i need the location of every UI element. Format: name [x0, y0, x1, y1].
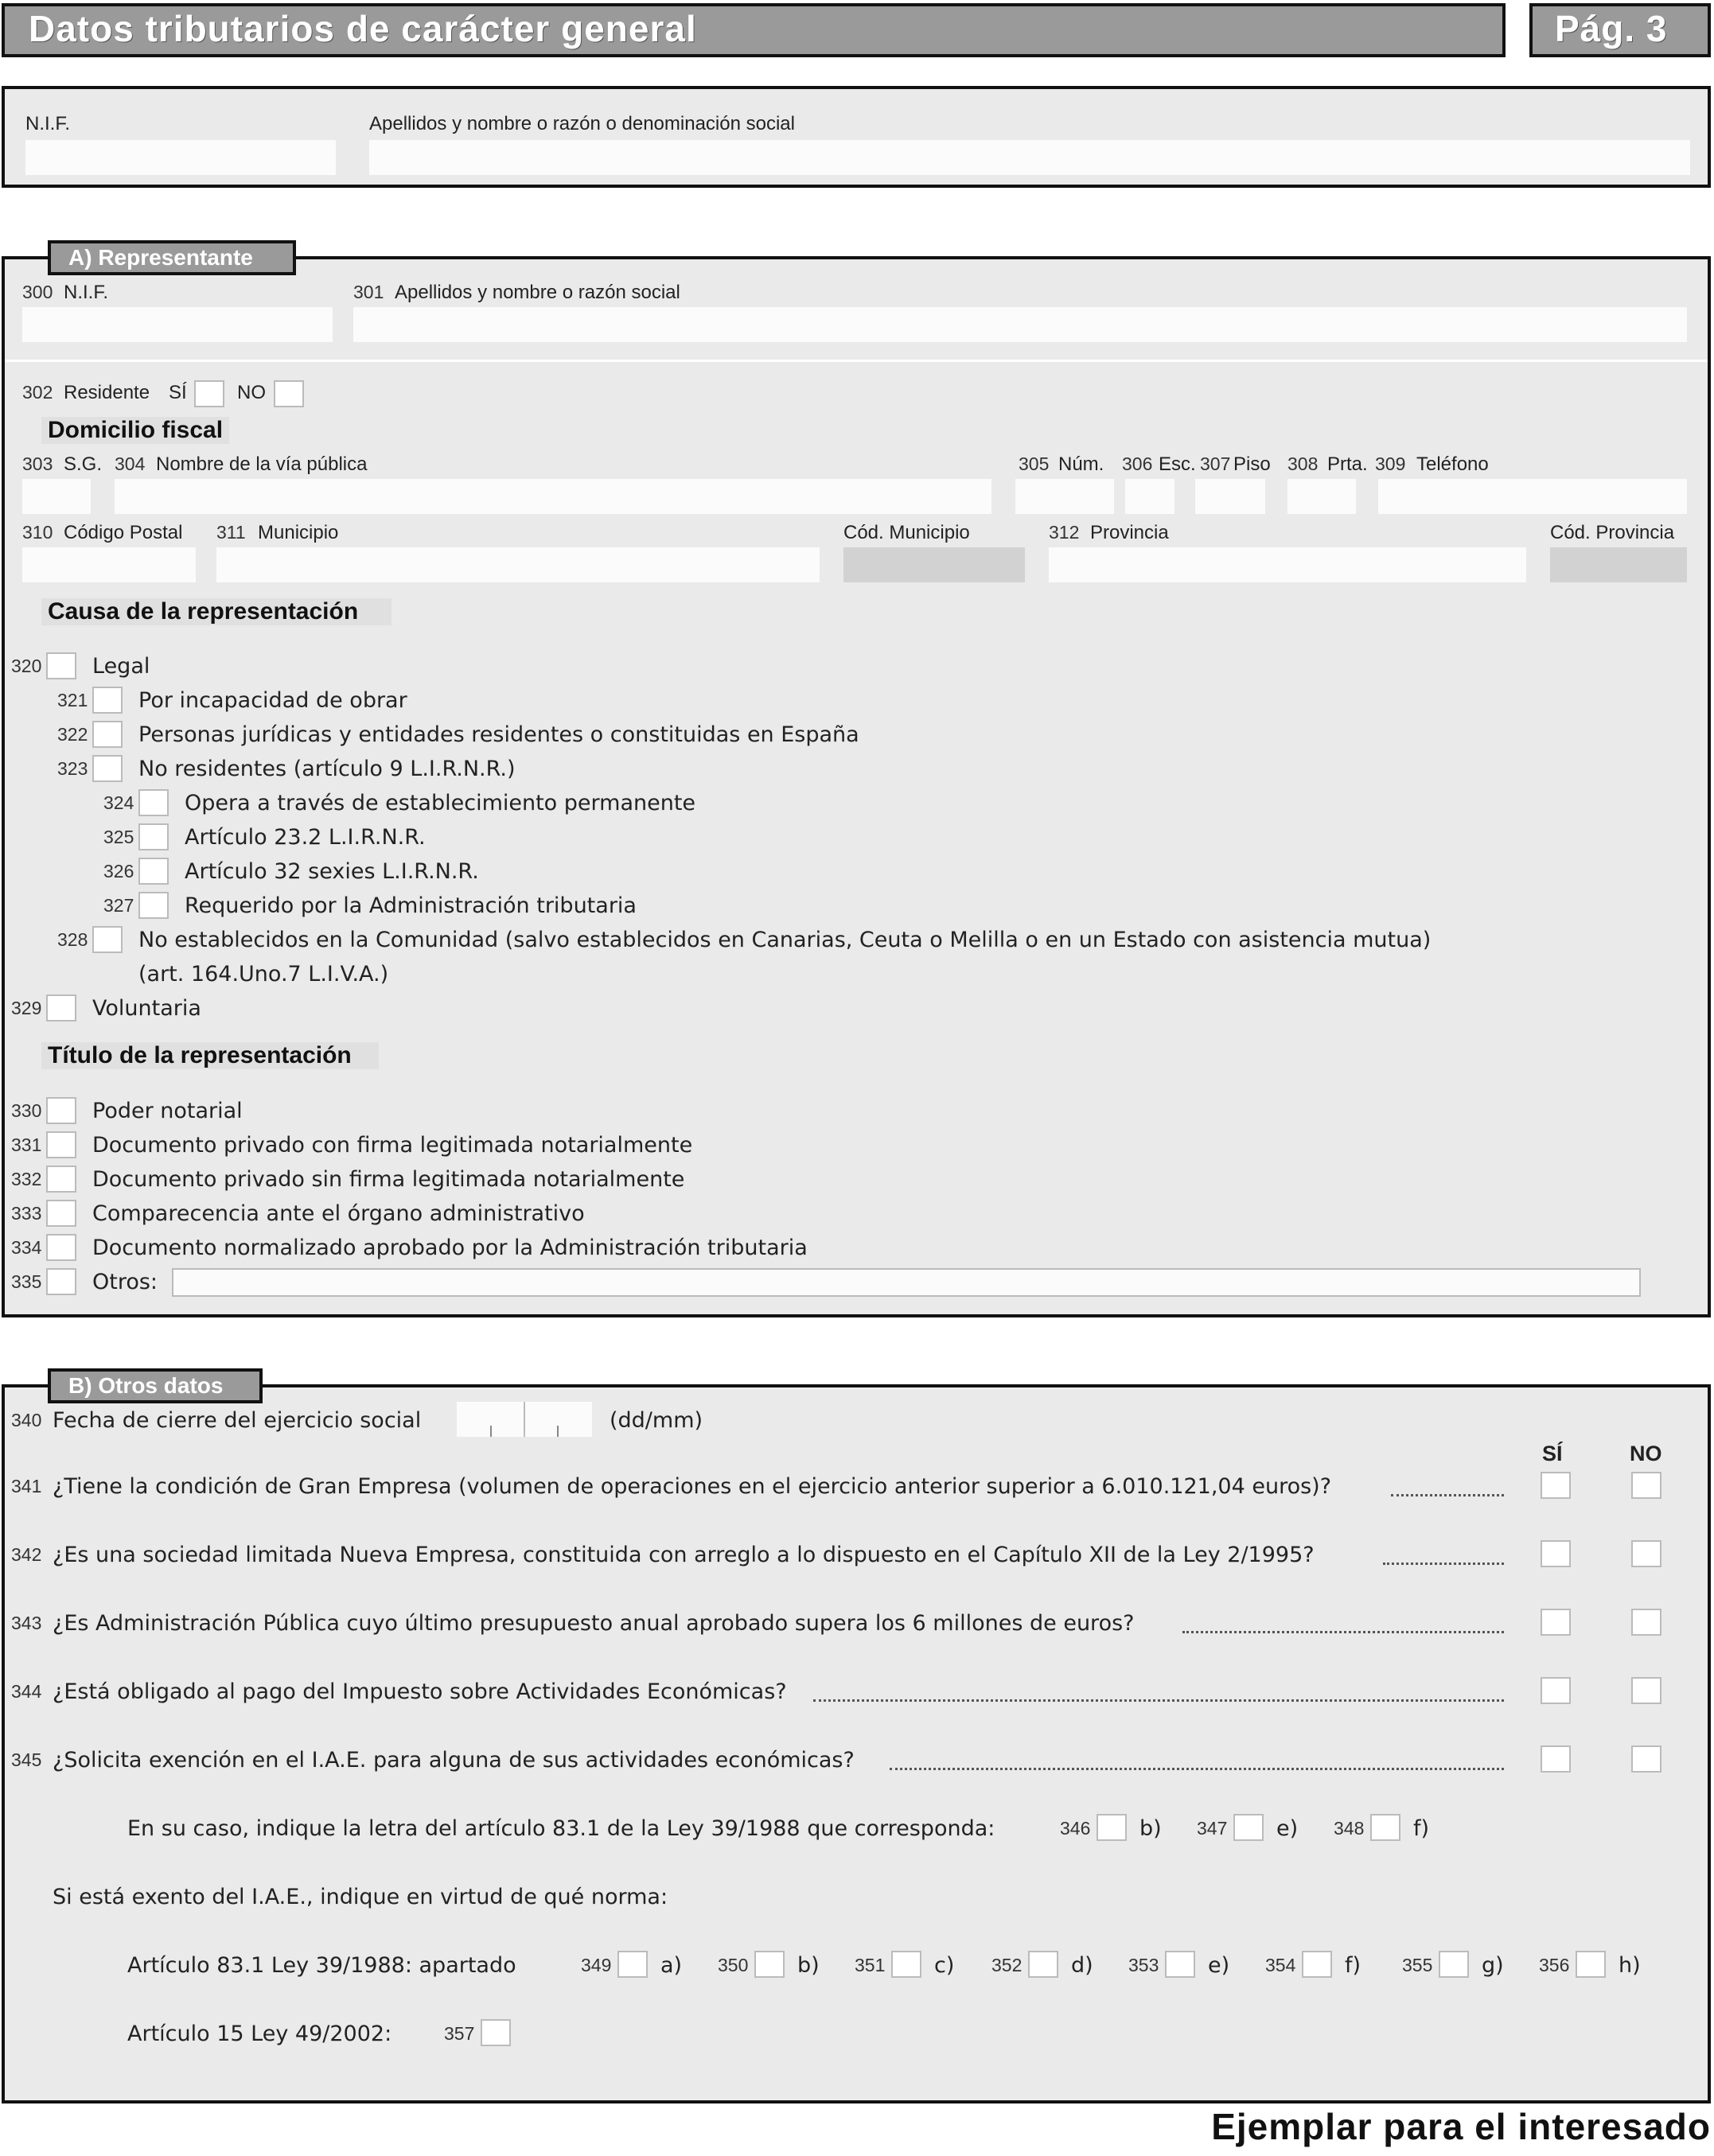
question-label: ¿Es Administración Pública cuyo último presupuesto anual aprobado supera los 6 millones de euros? [53, 1611, 1135, 1636]
letra-instruction: En su caso, indique la letra del artículo 83.1 de la Ley 39/1988 que corresponda: [127, 1816, 995, 1841]
footer [1194, 2105, 1711, 2154]
question-number: 344 [11, 1681, 42, 1702]
apartado-a-checkbox[interactable] [617, 1951, 648, 1978]
date-format-hint: (dd/mm) [610, 1408, 703, 1433]
apartado-number: 356 [1539, 1955, 1570, 1975]
apartado-f-checkbox[interactable] [1302, 1951, 1332, 1978]
titulo-number: 330 [11, 1100, 42, 1121]
province-code-label: Cód. Provincia [1550, 522, 1675, 543]
letra-label: f) [1413, 1816, 1430, 1841]
f309-label: Teléfono [1416, 453, 1489, 475]
titulo-number: 332 [11, 1169, 42, 1189]
page-number-box [1529, 3, 1711, 57]
date-tick [557, 1426, 559, 1437]
causa-checkbox-art-32-sexies[interactable] [138, 858, 169, 885]
causa-number: 324 [103, 792, 134, 813]
letra-number: 347 [1197, 1818, 1228, 1839]
question-343-yes-checkbox[interactable] [1541, 1609, 1571, 1636]
question-344-no-checkbox[interactable] [1631, 1677, 1661, 1704]
page-number: Pág. 3 [1555, 8, 1668, 49]
titulo-heading: Título de la representación [41, 1042, 379, 1069]
apartado-number: 355 [1402, 1955, 1433, 1975]
leader-dots [813, 1699, 1504, 1702]
footer-copy-label: Ejemplar para el interesado [1211, 2106, 1711, 2147]
causa-checkbox-art-23-2[interactable] [138, 823, 169, 850]
fiscal-year-end-field[interactable] [457, 1402, 592, 1437]
titulo-checkbox-normalizado[interactable] [46, 1234, 76, 1261]
apartado-label: f) [1345, 1953, 1361, 1978]
resident-yes-label: SÍ [169, 382, 187, 403]
apartado-h-checkbox[interactable] [1576, 1951, 1606, 1978]
apartado-c-checkbox[interactable] [891, 1951, 921, 1978]
question-342-yes-checkbox[interactable] [1541, 1540, 1571, 1567]
f307-label: Piso [1233, 453, 1271, 475]
f301-number: 301 [353, 282, 384, 302]
apartado-label: g) [1482, 1953, 1504, 1978]
causa-number: 325 [103, 827, 134, 847]
titulo-label: Comparecencia ante el órgano administrativo [92, 1201, 585, 1226]
art15-label: Artículo 15 Ley 49/2002: [127, 2022, 392, 2046]
question-345-no-checkbox[interactable] [1631, 1745, 1661, 1773]
resident-no-checkbox[interactable] [274, 380, 304, 407]
question-number: 343 [11, 1613, 42, 1633]
section-a-tab [48, 240, 296, 275]
question-342-no-checkbox[interactable] [1631, 1540, 1661, 1567]
causa-number: 329 [11, 998, 42, 1018]
question-number: 342 [11, 1544, 42, 1565]
question-label: ¿Solicita exención en el I.A.E. para alguna de sus actividades económicas? [53, 1748, 855, 1773]
f301-label: Apellidos y nombre o razón social [395, 282, 680, 303]
domicilio-heading: Domicilio fiscal [41, 417, 229, 444]
f302-number: 302 [22, 382, 53, 403]
letra-number: 346 [1060, 1818, 1091, 1839]
f312-number: 312 [1049, 522, 1080, 543]
causa-label: Por incapacidad de obrar [138, 688, 407, 713]
resident-no-label: NO [237, 382, 266, 403]
titulo-number: 335 [11, 1271, 42, 1292]
form-title-bar [2, 3, 1506, 57]
resident-label: Residente [64, 382, 150, 403]
otros-text-field[interactable] [172, 1268, 1641, 1297]
causa-checkbox-no-establecidos[interactable] [92, 926, 123, 953]
titulo-checkbox-poder-notarial[interactable] [46, 1097, 76, 1124]
floor-field[interactable] [1195, 479, 1265, 514]
section-b-tab [48, 1368, 263, 1403]
identification-panel [2, 86, 1711, 188]
section-a-title: A) Representante [68, 245, 253, 270]
apartado-number: 353 [1128, 1955, 1159, 1975]
apartado-g-checkbox[interactable] [1439, 1951, 1469, 1978]
causa-checkbox-legal[interactable] [46, 652, 76, 679]
apartado-number: 350 [718, 1955, 749, 1975]
f304-label: Nombre de la vía pública [156, 453, 368, 475]
apartado-number: 354 [1265, 1955, 1296, 1975]
causa-number: 328 [57, 929, 88, 950]
f304-number: 304 [115, 453, 146, 474]
f311-number: 311 [216, 522, 246, 543]
titulo-label: Otros: [92, 1270, 158, 1294]
question-345-yes-checkbox[interactable] [1541, 1745, 1571, 1773]
f307-number: 307 [1200, 453, 1231, 474]
question-341-no-checkbox[interactable] [1631, 1472, 1661, 1499]
causa-label: Requerido por la Administración tributaria [185, 893, 637, 918]
phone-field[interactable] [1378, 479, 1687, 514]
stair-field[interactable] [1125, 479, 1174, 514]
causa-label: Artículo 32 sexies L.I.R.N.R. [185, 859, 479, 884]
titulo-checkbox-privado-con-firma[interactable] [46, 1131, 76, 1158]
divider [5, 360, 1708, 362]
apartado-number: 349 [581, 1955, 612, 1975]
causa-label: Personas jurídicas y entidades residentes o constituidas en España [138, 722, 859, 747]
causa-number: 327 [103, 895, 134, 916]
titulo-label: Documento privado sin firma legitimada notarialmente [92, 1167, 685, 1192]
f308-label: Prta. [1327, 453, 1368, 475]
apartado-label: d) [1071, 1953, 1093, 1978]
f306-label: Esc. [1159, 453, 1196, 475]
titulo-number: 334 [11, 1237, 42, 1258]
apartado-label: b) [797, 1953, 820, 1978]
section-b-title: B) Otros datos [68, 1373, 224, 1398]
f305-label: Núm. [1058, 453, 1104, 475]
causa-number: 323 [57, 758, 88, 779]
causa-number: 322 [57, 724, 88, 745]
letra-label: e) [1276, 1816, 1299, 1841]
letra-b-checkbox[interactable] [1097, 1814, 1127, 1841]
apartado-number: 352 [991, 1955, 1023, 1975]
causa-number: 326 [103, 861, 134, 881]
causa-label: Opera a través de establecimiento permanente [185, 791, 696, 815]
question-number: 341 [11, 1476, 42, 1496]
question-label: ¿Tiene la condición de Gran Empresa (volumen de operaciones en el ejercicio anterior superior a 6.010.121,04 euros)? [53, 1474, 1332, 1499]
door-field[interactable] [1287, 479, 1356, 514]
causa-label: No residentes (artículo 9 L.I.R.N.R.) [138, 757, 516, 781]
f303-label: S.G. [64, 453, 103, 475]
causa-label: Voluntaria [92, 996, 201, 1021]
art15-number: 357 [444, 2023, 475, 2044]
titulo-checkbox-privado-sin-firma[interactable] [46, 1166, 76, 1193]
f308-number: 308 [1287, 453, 1319, 474]
apartado-label: c) [934, 1953, 955, 1978]
titulo-label: Documento normalizado aprobado por la Administración tributaria [92, 1236, 808, 1260]
causa-checkbox-incapacidad[interactable] [92, 687, 123, 714]
apartado-label: e) [1208, 1953, 1230, 1978]
date-separator [524, 1402, 525, 1437]
leader-dots [1383, 1563, 1504, 1565]
apartado-number: 351 [855, 1955, 886, 1975]
f310-label: Código Postal [64, 522, 183, 543]
causa-checkbox-requerido[interactable] [138, 892, 169, 919]
apartado-d-checkbox[interactable] [1028, 1951, 1058, 1978]
date-tick [490, 1426, 492, 1437]
causa-checkbox-establecimiento[interactable] [138, 789, 169, 816]
art15-checkbox[interactable] [481, 2019, 511, 2046]
letra-label: b) [1139, 1816, 1162, 1841]
no-column-header: NO [1630, 1442, 1662, 1465]
name-field[interactable] [369, 140, 1690, 175]
causa-label: Artículo 23.2 L.I.R.N.R. [185, 825, 426, 850]
art83-label: Artículo 83.1 Ley 39/1988: apartado [127, 1953, 516, 1978]
apartado-label: h) [1619, 1953, 1641, 1978]
titulo-label: Poder notarial [92, 1099, 243, 1123]
titulo-label: Documento privado con firma legitimada notarialmente [92, 1133, 693, 1158]
f305-number: 305 [1019, 453, 1050, 474]
leader-dots [1391, 1494, 1504, 1496]
titulo-checkbox-comparecencia[interactable] [46, 1200, 76, 1227]
apartado-label: a) [660, 1953, 683, 1978]
titulo-number: 333 [11, 1203, 42, 1224]
form-title: Datos tributarios de carácter general [29, 8, 697, 49]
representative-nif-field[interactable] [22, 307, 333, 342]
letra-f-checkbox[interactable] [1370, 1814, 1400, 1841]
causa-heading: Causa de la representación [41, 598, 391, 625]
question-number: 345 [11, 1749, 42, 1770]
nif-label: N.I.F. [25, 113, 71, 134]
titulo-number: 331 [11, 1134, 42, 1155]
apartado-e-checkbox[interactable] [1165, 1951, 1195, 1978]
municipality-code-field [843, 547, 1025, 582]
letra-number: 348 [1334, 1818, 1365, 1839]
name-label: Apellidos y nombre o razón o denominación social [369, 113, 795, 134]
causa-checkbox-no-residentes[interactable] [92, 755, 123, 782]
f311-label: Municipio [258, 522, 339, 543]
f309-number: 309 [1375, 453, 1406, 474]
municipality-code-label: Cód. Municipio [843, 522, 970, 543]
postal-code-field[interactable] [22, 547, 196, 582]
municipality-field[interactable] [216, 547, 820, 582]
street-number-field[interactable] [1015, 479, 1114, 514]
street-name-field[interactable] [115, 479, 991, 514]
nif-field[interactable] [25, 140, 336, 175]
f340-number: 340 [11, 1410, 42, 1430]
f310-number: 310 [22, 522, 53, 543]
exento-instruction: Si está exento del I.A.E., indique en virtud de qué norma: [53, 1885, 668, 1909]
causa-checkbox-personas-juridicas[interactable] [92, 721, 123, 748]
causa-label: No establecidos en la Comunidad (salvo establecidos en Canarias, Ceuta o Melilla o en un Estado con asistencia mutua) [138, 928, 1432, 952]
yes-column-header: SÍ [1542, 1442, 1563, 1465]
f300-number: 300 [22, 282, 53, 302]
question-343-no-checkbox[interactable] [1631, 1609, 1661, 1636]
question-label: ¿Es una sociedad limitada Nueva Empresa, constituida con arreglo a lo dispuesto en el Capítulo XII de la Ley 2/1995? [53, 1543, 1315, 1567]
f300-label: N.I.F. [64, 282, 109, 303]
sg-field[interactable] [22, 479, 91, 514]
fiscal-year-end-label: Fecha de cierre del ejercicio social [53, 1408, 422, 1433]
f306-number: 306 [1122, 453, 1153, 474]
province-code-field [1550, 547, 1687, 582]
province-field[interactable] [1049, 547, 1526, 582]
letra-e-checkbox[interactable] [1233, 1814, 1264, 1841]
f303-number: 303 [22, 453, 53, 474]
causa-label: Legal [92, 654, 150, 679]
leader-dots [890, 1768, 1504, 1770]
causa-label-continuation: (art. 164.Uno.7 L.I.V.A.) [138, 962, 389, 987]
causa-number: 320 [11, 656, 42, 676]
resident-yes-checkbox[interactable] [194, 380, 224, 407]
causa-number: 321 [57, 690, 88, 710]
causa-checkbox-voluntaria[interactable] [46, 994, 76, 1022]
titulo-checkbox-otros[interactable] [46, 1268, 76, 1295]
question-341-yes-checkbox[interactable] [1541, 1472, 1571, 1499]
question-label: ¿Está obligado al pago del Impuesto sobre Actividades Económicas? [53, 1679, 787, 1704]
leader-dots [1182, 1631, 1504, 1633]
question-344-yes-checkbox[interactable] [1541, 1677, 1571, 1704]
representative-name-field[interactable] [353, 307, 1687, 342]
apartado-b-checkbox[interactable] [754, 1951, 785, 1978]
section-a-panel [2, 256, 1711, 1317]
f312-label: Provincia [1090, 522, 1169, 543]
